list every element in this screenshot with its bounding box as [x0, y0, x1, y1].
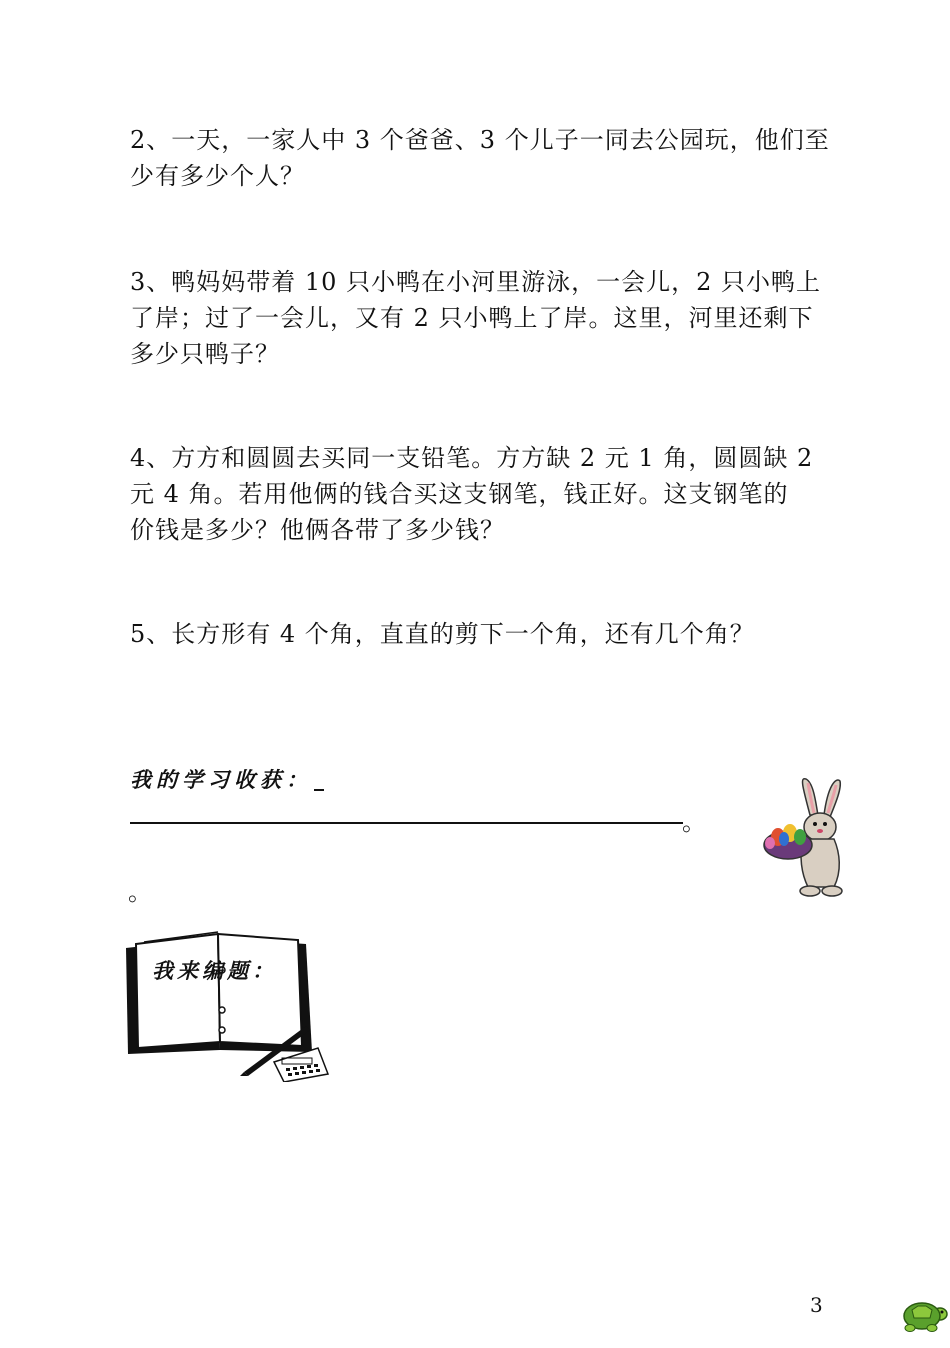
question-line: 5、长方形有 4 个角，直直的剪下一个角，还有几个角？: [130, 620, 755, 648]
harvest-blank[interactable]: [314, 769, 324, 791]
question-3: [130, 264, 830, 372]
question-4: [130, 440, 830, 548]
question-line: 3、鸭妈妈带着 10 只小鸭在小河里游泳，一会儿，2 只小鸭上: [130, 268, 821, 296]
harvest-title-text: 我的学习收获：: [130, 768, 312, 792]
harvest-title: [130, 764, 324, 794]
question-line: 2、一天，一家人中 3 个爸爸、3 个儿子一同去公园玩，他们至: [130, 126, 830, 154]
harvest-end-mark: 。: [682, 808, 706, 836]
notebook-image: [122, 930, 332, 1082]
question-line: 4、方方和圆圆去买同一支铅笔。方方缺 2 元 1 角，圆圆缺 2: [130, 444, 814, 472]
question-5: [130, 616, 830, 652]
question-line: 价钱是多少？他俩各带了多少钱？: [130, 516, 505, 544]
question-2: [130, 122, 830, 194]
question-line: 少有多少个人？: [130, 162, 305, 190]
turtle-icon: [900, 1292, 948, 1334]
harvest-second-mark: 。: [128, 878, 152, 906]
compose-title: 我来编题：: [152, 959, 277, 983]
harvest-answer-line[interactable]: [130, 822, 683, 824]
page-number: 3: [810, 1293, 823, 1317]
question-line: 元 4 角。若用他俩的钱合买这支钢笔，钱正好。这支钢笔的: [130, 480, 789, 508]
question-line: 了岸；过了一会儿，又有 2 只小鸭上了岸。这里，河里还剩下: [130, 304, 814, 332]
question-line: 多少只鸭子？: [130, 340, 280, 368]
rabbit-with-eggs-image: [758, 775, 850, 900]
